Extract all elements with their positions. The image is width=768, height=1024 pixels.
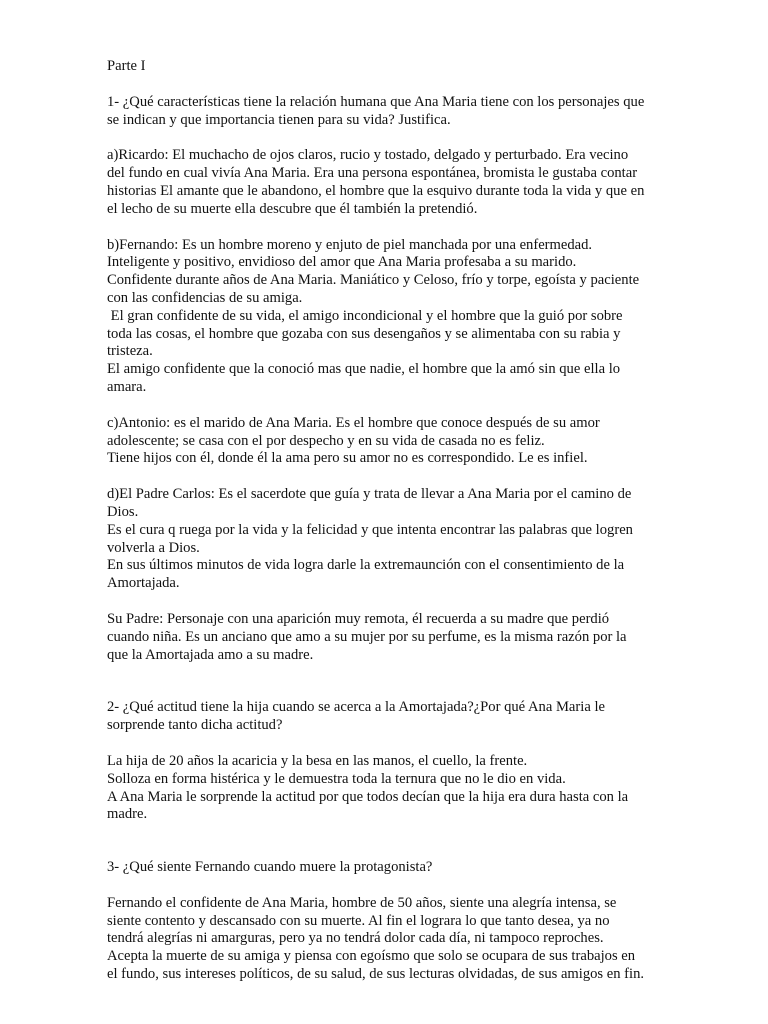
- answer-padre-carlos: [107, 486, 663, 593]
- text-line: Solloza en forma histérica y le demuestra toda la ternura que no le dio en vida.: [107, 770, 566, 787]
- text-line: toda las cosas, el hombre que gozaba con sus desengaños y se alimentaba con su rabia y: [107, 325, 621, 342]
- text-line: Confidente durante años de Ana Maria. Maniático y Celoso, frío y torpe, egoísta y paciente: [107, 272, 640, 289]
- answer-2: [107, 753, 663, 824]
- text-line: que la Amortajada amo a su madre.: [107, 646, 314, 663]
- text-line: c)Antonio: es el marido de Ana Maria. Es el hombre que conoce después de su amor: [107, 414, 600, 431]
- text-line: el lecho de su muerte ella descubre que él también la pretendió.: [107, 200, 478, 217]
- part-title: Parte I: [107, 58, 146, 74]
- question-2: [107, 699, 663, 735]
- text-line: d)El Padre Carlos: Es el sacerdote que guía y trata de llevar a Ana Maria por el camino de: [107, 486, 632, 503]
- text-line: sorprende tanto dicha actitud?: [107, 717, 283, 734]
- text-line: siente contento y descansado con su muerte. Al fin el lograra lo que tanto desea, ya no: [107, 912, 610, 929]
- text-line: amara.: [107, 378, 147, 395]
- text-line: el fundo, sus intereses políticos, de su salud, de sus lecturas olvidadas, de sus amigos en fin.: [107, 966, 645, 983]
- document-page: [107, 58, 663, 984]
- text-line: madre.: [107, 806, 148, 823]
- text-line: tendrá alegrías ni amarguras, pero ya no tendrá dolor cada día, ni tampoco reproches.: [107, 930, 604, 947]
- text-line: Acepta la muerte de su amiga y piensa con egoísmo que solo se ocupara de sus trabajos en: [107, 948, 636, 965]
- text-line: Su Padre: Personaje con una aparición muy remota, él recuerda a su madre que perdió: [107, 610, 610, 627]
- answer-su-padre: [107, 611, 663, 664]
- answer-fernando: [107, 237, 663, 397]
- text-line: A Ana Maria le sorprende la actitud por que todos decían que la hija era dura hasta con la: [107, 788, 629, 805]
- text-line: Dios.: [107, 503, 139, 520]
- answer-3: [107, 895, 663, 984]
- text-line: En sus últimos minutos de vida logra darle la extremaunción con el consentimiento de la: [107, 557, 625, 574]
- text-line: El amigo confidente que la conoció mas que nadie, el hombre que la amó sin que ella lo: [107, 361, 621, 378]
- question-1: [107, 94, 663, 130]
- answer-antonio: [107, 415, 663, 468]
- text-line: cuando niña. Es un anciano que amo a su mujer por su perfume, es la misma razón por la: [107, 628, 627, 645]
- answer-ricardo: [107, 147, 663, 218]
- text-line: b)Fernando: Es un hombre moreno y enjuto de piel manchada por una enfermedad.: [107, 236, 593, 253]
- text-line: Tiene hijos con él, donde él la ama pero su amor no es correspondido. Le es infiel.: [107, 450, 588, 467]
- text-line: 3- ¿Qué siente Fernando cuando muere la protagonista?: [107, 859, 433, 876]
- text-line: tristeza.: [107, 343, 153, 360]
- text-line: volverla a Dios.: [107, 539, 200, 556]
- text-line: del fundo en cual vivía Ana Maria. Era una persona espontánea, bromista le gustaba contar: [107, 165, 638, 182]
- text-line: adolescente; se casa con el por despecho y en su vida de casada no es feliz.: [107, 432, 545, 449]
- text-line: historias El amante que le abandono, el hombre que la esquivo durante toda la vida y que en: [107, 182, 645, 199]
- text-line: se indican y que importancia tienen para su vida? Justifica.: [107, 111, 451, 128]
- text-line: El gran confidente de su vida, el amigo incondicional y el hombre que la guió por sobre: [107, 307, 623, 324]
- text-line: Fernando el confidente de Ana Maria, hombre de 50 años, siente una alegría intensa, se: [107, 894, 617, 911]
- text-line: a)Ricardo: El muchacho de ojos claros, rucio y tostado, delgado y perturbado. Era vecino: [107, 147, 629, 164]
- question-3: [107, 859, 663, 877]
- text-line: La hija de 20 años la acaricia y la besa en las manos, el cuello, la frente.: [107, 752, 528, 769]
- text-line: Es el cura q ruega por la vida y la felicidad y que intenta encontrar las palabras que logren: [107, 521, 633, 538]
- text-line: 1- ¿Qué características tiene la relación humana que Ana Maria tiene con los personajes que: [107, 93, 645, 110]
- text-line: Inteligente y positivo, envidioso del amor que Ana Maria profesaba a su marido.: [107, 254, 577, 271]
- text-line: 2- ¿Qué actitud tiene la hija cuando se acerca a la Amortajada?¿Por qué Ana Maria le: [107, 699, 605, 716]
- text-line: con las confidencias de su amiga.: [107, 289, 303, 306]
- text-line: Amortajada.: [107, 575, 180, 592]
